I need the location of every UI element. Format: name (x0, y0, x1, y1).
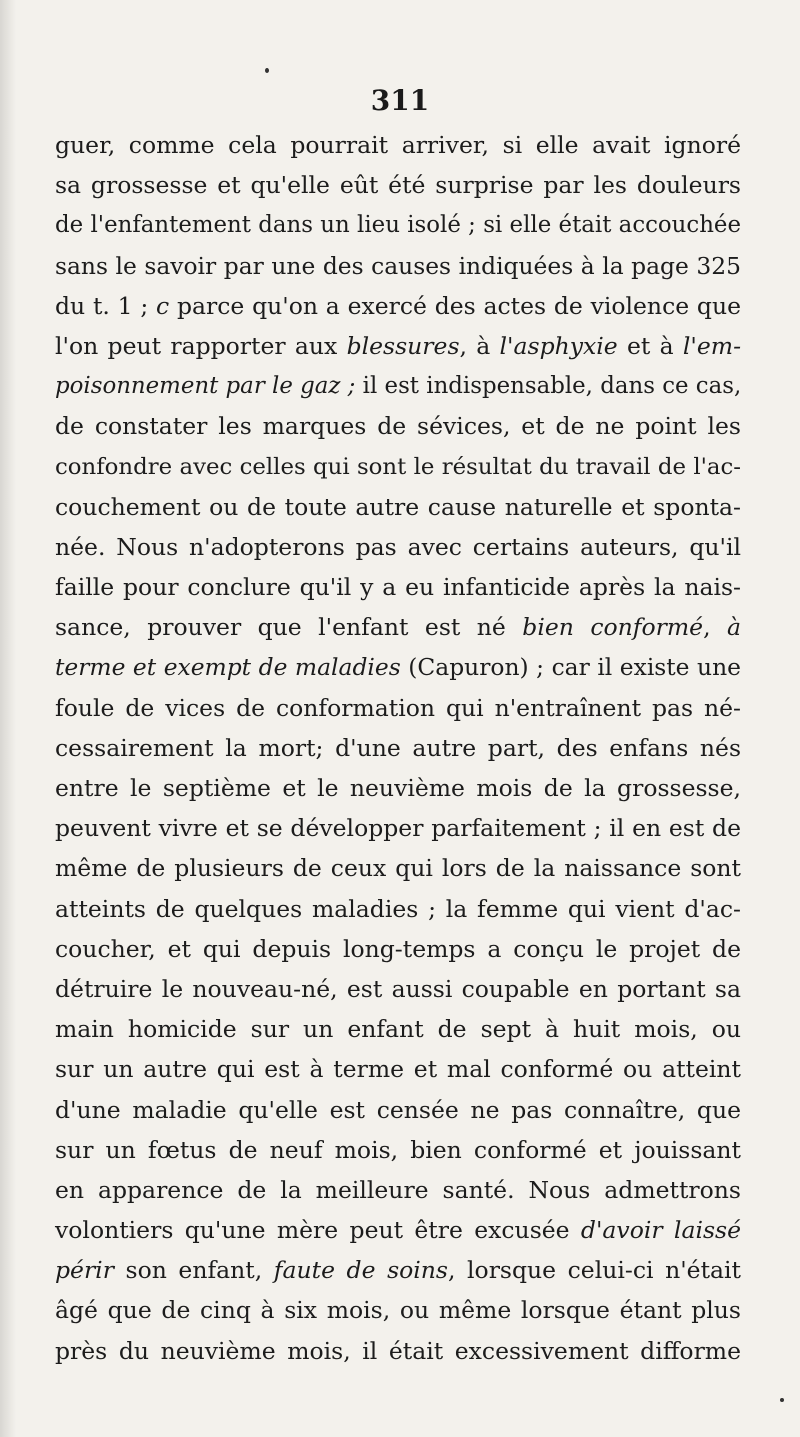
italic-text: poisonnement par le gaz ; (55, 373, 356, 400)
text-line (55, 1049, 741, 1089)
text-segment: de l'enfantement dans un lieu isolé ; si elle était accouchée (55, 212, 741, 239)
text-line (55, 406, 741, 446)
text-line (55, 487, 741, 527)
text-line (55, 527, 741, 567)
text-segment: atteints de quelques maladies ; la femme qui vient d'ac- (55, 894, 741, 923)
ink-speck (265, 68, 269, 73)
text-segment: confondre avec celles qui sont le résultat du travail de l'ac- (55, 453, 741, 480)
text-line (55, 768, 741, 808)
text-line (55, 808, 741, 848)
text-segment: même de plusieurs de ceux qui lors de la naissance sont (55, 854, 741, 883)
text-line (55, 286, 741, 326)
text-line (55, 647, 741, 687)
text-segment: cessairement la mort; d'une autre part, des enfans nés (55, 733, 741, 762)
text-line (55, 1009, 741, 1049)
ink-speck (780, 1398, 784, 1402)
text-segment: couchement ou de toute autre cause naturelle et sponta- (55, 492, 741, 521)
text-segment: l'on peut rapporter aux (55, 331, 347, 360)
text-line (55, 848, 741, 888)
text-segment: détruire le nouveau-né, est aussi coupable en portant sa (55, 974, 741, 1003)
text-segment: volontiers qu'une mère peut être excusée (55, 1216, 581, 1245)
text-segment: guer, comme cela pourrait arriver, si elle avait ignoré (55, 131, 741, 159)
text-segment: (Capuron) ; car il existe une (400, 653, 741, 682)
text-segment: d'une maladie qu'elle est censée ne pas connaître, que (55, 1095, 741, 1124)
page-gutter-shadow (0, 0, 16, 1437)
italic-text: terme et exempt de maladies (55, 653, 401, 682)
text-segment: , à (459, 331, 500, 360)
text-segment: , (703, 613, 727, 642)
text-line (55, 969, 741, 1009)
italic-text: l'em- (682, 331, 742, 360)
text-line (55, 205, 741, 245)
body-text (55, 125, 741, 1371)
text-line (55, 366, 741, 406)
text-line (55, 688, 741, 728)
text-line (55, 1130, 741, 1170)
text-segment: , lorsque celui-ci n'était (448, 1256, 741, 1285)
italic-text: périr (55, 1256, 114, 1285)
italic-text: d'avoir laissé (580, 1216, 741, 1245)
text-segment: entre le septième et le neuvième mois de la grossesse, (55, 774, 741, 802)
text-line (55, 1290, 741, 1330)
text-line (55, 1090, 741, 1130)
text-line (55, 607, 741, 647)
text-segment: et à (617, 331, 683, 360)
text-line (55, 1250, 741, 1290)
text-segment: du t. 1 ; (55, 291, 157, 320)
italic-text: l'asphyxie (499, 331, 618, 360)
text-segment: faille pour conclure qu'il y a eu infanticide après la nais- (55, 573, 741, 602)
text-line (55, 165, 741, 205)
text-line (55, 447, 741, 487)
text-segment: de constater les marques de sévices, et de ne point les (55, 412, 741, 441)
text-segment: âgé que de cinq à six mois, ou même lorsque étant plus (55, 1296, 741, 1325)
text-segment: parce qu'on a exercé des actes de violence que (169, 291, 741, 320)
text-line (55, 125, 741, 165)
text-segment: en apparence de la meilleure santé. Nous admettrons (55, 1175, 741, 1204)
text-segment: sans le savoir par une des causes indiquées à la page 325 (55, 251, 741, 280)
text-segment: main homicide sur un enfant de sept à huit mois, ou (55, 1015, 741, 1044)
text-line (55, 246, 741, 286)
text-line (55, 929, 741, 969)
italic-text: blessures (346, 331, 460, 360)
text-line (55, 889, 741, 929)
text-segment: sa grossesse et qu'elle eût été surprise par les douleurs (55, 171, 741, 200)
text-line (55, 728, 741, 768)
text-segment: coucher, et qui depuis long-temps a conçu le projet de (55, 934, 741, 963)
text-segment: sur un fœtus de neuf mois, bien conformé et jouissant (55, 1135, 741, 1164)
text-segment: sance, prouver que l'enfant est né (55, 613, 523, 642)
text-segment: foule de vices de conformation qui n'entraînent pas né- (55, 693, 741, 722)
italic-text: c (156, 291, 170, 320)
text-segment: il est indispensable, dans ce cas, (355, 373, 742, 400)
italic-text: faute de soins (273, 1256, 448, 1285)
text-line (55, 1210, 741, 1250)
page-number: 311 (370, 84, 430, 117)
text-segment: peuvent vivre et se développer parfaitement ; il en est de (55, 814, 741, 843)
italic-text: bien conformé (522, 613, 704, 642)
text-line (55, 1170, 741, 1210)
text-line (55, 1331, 741, 1371)
text-segment: sur un autre qui est à terme et mal conformé ou atteint (55, 1055, 741, 1084)
text-line (55, 326, 741, 366)
text-segment: son enfant, (113, 1256, 274, 1285)
italic-text: à (726, 613, 741, 642)
text-segment: près du neuvième mois, il était excessivement difforme (55, 1336, 741, 1365)
text-line (55, 567, 741, 607)
text-segment: née. Nous n'adopterons pas avec certains auteurs, qu'il (55, 532, 741, 561)
